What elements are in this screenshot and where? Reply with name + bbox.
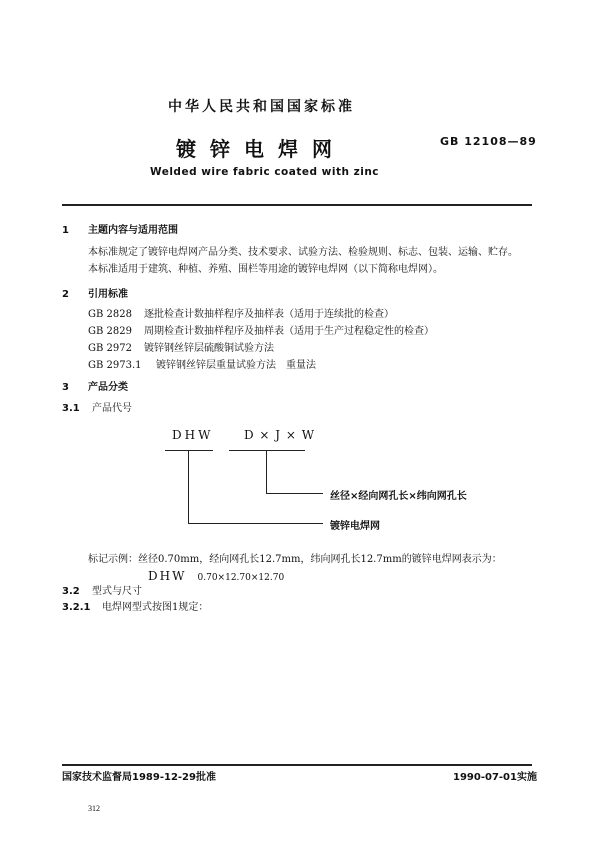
section-1-paragraph: 本标准规定了镀锌电焊网产品分类、技术要求、试验方法、检验规则、标志、包装、运输、贮存。 (88, 247, 518, 258)
marking-example: 标记示例：丝径0.70mm，经向网孔长12.7mm，纬向网孔长12.7mm的镀锌电焊网表示为： (88, 554, 502, 565)
page-number: 312 (88, 804, 100, 813)
diagram-callout-dimensions: 丝径×经向网孔长×纬向网孔长 (330, 491, 467, 502)
section-2-heading: 2 引用标准 (62, 289, 128, 300)
reference-item: GB 2973.1 镀锌钢丝锌层重量试验方法 重量法 (88, 360, 316, 371)
marking-example-code: DHW 0.70×12.70×12.70 (148, 569, 285, 583)
diagram-label-dimensions: D × J × W (244, 428, 316, 442)
diagram-underline-right (229, 450, 305, 451)
section-3-2-heading: 3.2 型式与尺寸 (62, 586, 142, 597)
diagram-callout-product: 镀锌电焊网 (330, 521, 380, 532)
document-title: 镀锌电焊网 (176, 137, 346, 161)
diagram-connector (188, 523, 323, 524)
section-3-1-heading: 3.1 产品代号 (62, 403, 132, 414)
section-3-2-1: 3.2.1 电焊网型式按图1规定： (62, 602, 209, 613)
diagram-underline-left (165, 450, 213, 451)
diagram-connector (266, 450, 267, 493)
reference-item: GB 2828 逐批检查计数抽样程序及抽样表（适用于连续批的检查） (88, 309, 394, 320)
diagram-connector (266, 493, 323, 494)
section-1-heading: 1 主题内容与适用范围 (62, 225, 178, 236)
english-title: Welded wire fabric coated with zinc (150, 166, 380, 178)
footer-rule (62, 764, 532, 766)
implementation-date: 1990-07-01实施 (453, 772, 537, 783)
reference-item: GB 2972 镀锌钢丝锌层硫酸铜试验方法 (88, 343, 274, 354)
diagram-label-dhw: DHW (172, 428, 214, 442)
approval-date: 国家技术监督局1989-12-29批准 (62, 772, 216, 783)
standard-code: GB 12108—89 (440, 135, 537, 148)
header-rule (62, 204, 532, 206)
diagram-connector (188, 450, 189, 523)
section-1-paragraph: 本标准适用于建筑、种植、养殖、围栏等用途的镀锌电焊网（以下简称电焊网）。 (88, 264, 443, 275)
reference-item: GB 2829 周期检查计数抽样程序及抽样表（适用于生产过程稳定性的检查） (88, 326, 434, 337)
standard-category: 中华人民共和国国家标准 (168, 99, 355, 115)
section-3-heading: 3 产品分类 (62, 382, 128, 393)
